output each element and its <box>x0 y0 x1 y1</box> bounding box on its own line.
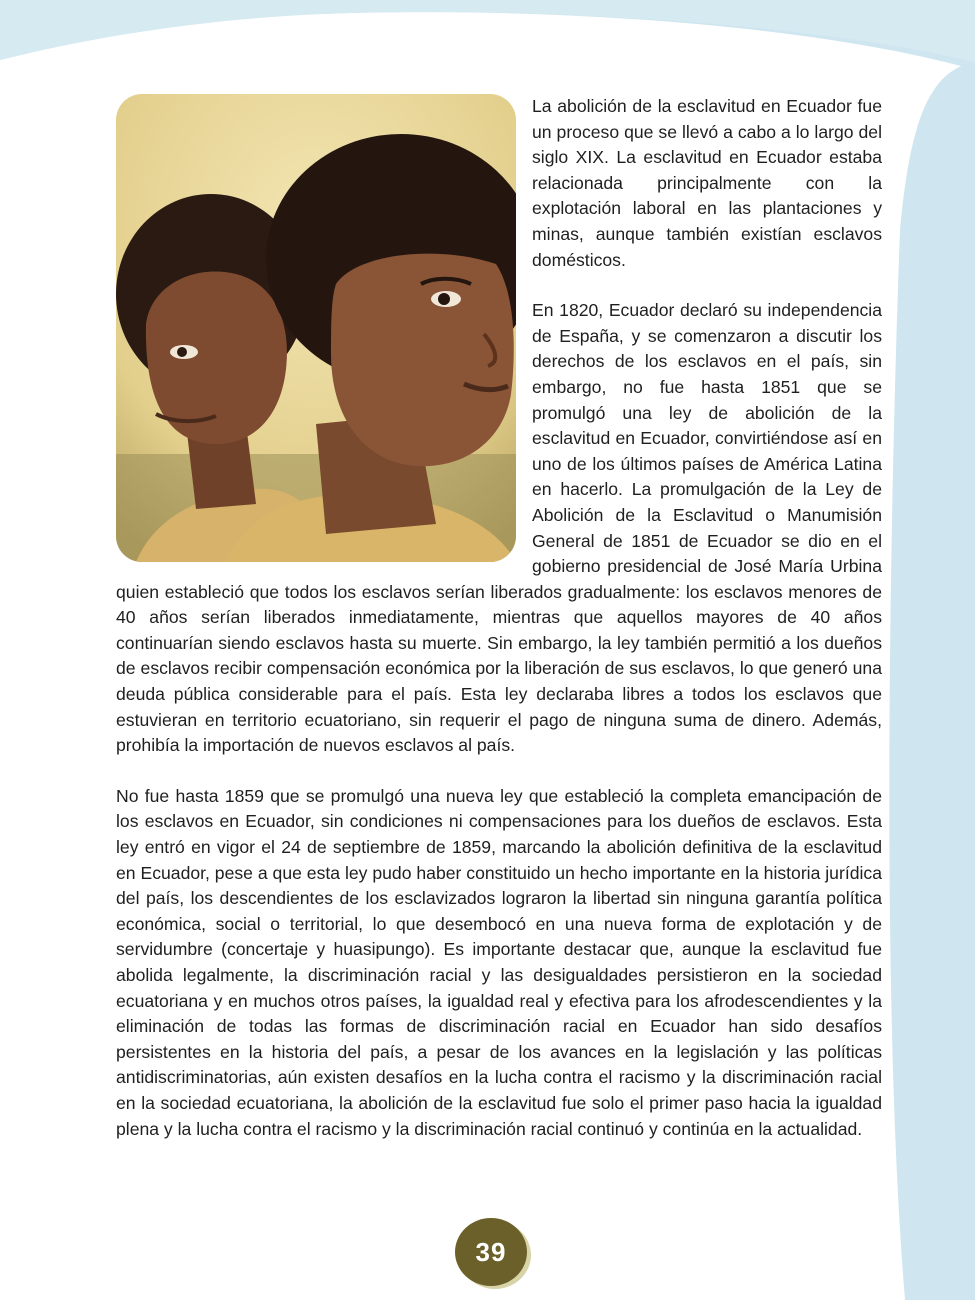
illustration-two-afro-ecuadorian-youths <box>116 94 516 562</box>
page-number: 39 <box>475 1236 507 1267</box>
article-body <box>116 94 882 1142</box>
portrait-illustration <box>116 94 516 562</box>
page-number-badge <box>455 1218 527 1286</box>
paragraph-1859-emancipation: No fue hasta 1859 que se promulgó una nueva ley que estableció la completa emancipación de los esclavos en Ecuador, sin condiciones ni compensaciones para los dueños de esclavos. Esta ley entró en vigor el 24 de septiembre de 1859, marcando la abolición definitiva de la esclavitud en Ecuador, pese a que esta ley pudo haber constituido un hecho importante en la historia jurídica del país, los descendientes de los esclavizados lograron la libertad sin ninguna garantía política económica, social o territorial, lo que desembocó en una nueva forma de explotación y de servidumbre (concertaje y huasipungo). Es importante destacar que, aunque la esclavitud fue abolida legalmente, la discriminación racial y las desigualdades persistieron en la sociedad ecuatoriana y en muchos otros países, la igualdad real y efectiva para los afrodescendientes y la eliminación de todas las formas de discriminación racial en Ecuador han sido desafíos persistentes en la historia del país, a pesar de los avances en la legislación y las políticas antidiscriminatorias, aún existen desafíos en la lucha contra el racismo y la discriminación racial en la sociedad ecuatoriana, la abolición de la esclavitud fue solo el primer paso hacia la igualdad plena y la lucha contra el racismo y la discriminación racial continuó y continúa en la actualidad. <box>116 785 882 1139</box>
paragraph-intro: La abolición de la esclavitud en Ecuador fue un proceso que se llevó a cabo a lo largo del siglo XIX. La esclavitud en Ecuador estaba relacionada principalmente con la explotación laboral en las plantaciones y minas, aunque también existían esclavos domésticos. <box>532 96 882 270</box>
paragraph-1851-law: En 1820, Ecuador declaró su independencia de España, y se comenzaron a discutir los derechos de los esclavos en el país, sin embargo, no fue hasta 1851 que se promulgó una ley de abolición de la esclavitud en Ecuador, convirtiéndose así en uno de los últimos países de América Latina en hacerlo. La promulgación de la Ley de Abolición de la Esclavitud o Manumisión General de 1851 de Ecuador se dio en el gobierno presidencial de José María Urbina quien estableció que todos los esclavos serían liberados gradualmente: los esclavos menores de 40 años serían liberados inmediatamente, mientras que aquellos mayores de 40 años continuarían siendo esclavos hasta su muerte. Sin embargo, la ley también permitió a los dueños de esclavos recibir compensación económica por la liberación de sus esclavos, lo que generó una deuda pública considerable para el país. Esta ley declaraba libres a todos los esclavos que estuvieran en territorio ecuatoriano, sin requerir el pago de ninguna suma de dinero. Además, prohibía la importación de nuevos esclavos al país. <box>116 300 882 756</box>
